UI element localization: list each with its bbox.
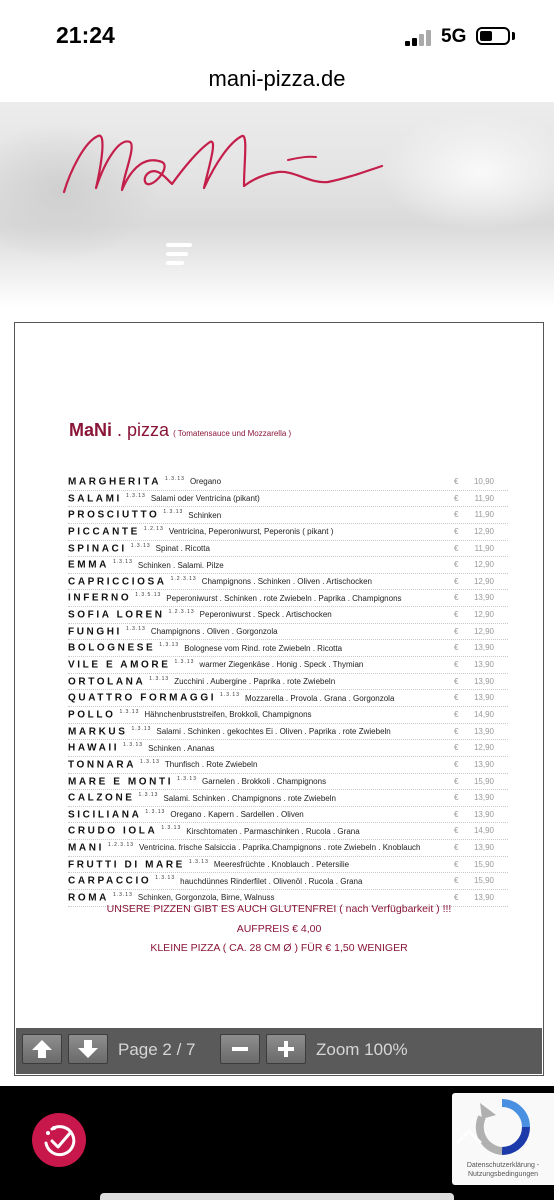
pizza-row — [68, 640, 508, 657]
menu-title — [69, 420, 291, 441]
pizza-ingredients: Champignons . Oliven . Gorgonzola — [150, 627, 278, 637]
pizza-ingredients: Mozzarella . Provola . Grana . Gorgonzola — [244, 693, 395, 703]
pizza-ingredients: hauchdünnes Rinderfilet . Olivenöl . Rucola . Grana — [180, 876, 363, 886]
pizza-currency: € — [454, 843, 459, 853]
pizza-name — [68, 875, 362, 886]
arrow-up-icon — [31, 1039, 53, 1059]
pizza-name — [68, 626, 278, 637]
pizza-price: 13,90 — [473, 593, 494, 603]
pizza-allergens: 1.3.13 — [161, 825, 182, 832]
pizza-name-text: PROSCIUTTO — [68, 509, 160, 521]
pizza-name-text: FUNGHI — [68, 626, 122, 638]
pizza-allergens: 1.3.13 — [138, 792, 159, 799]
pizza-price: 11,90 — [474, 510, 494, 520]
pizza-price: 15,90 — [473, 776, 494, 786]
pizza-price: 14,90 — [473, 826, 494, 836]
pizza-ingredients: Spinat . Ricotta — [155, 543, 210, 553]
pizza-allergens: 1.2.3.13 — [168, 609, 195, 616]
recaptcha-privacy-link[interactable]: Datenschutzerklärung - — [466, 1162, 540, 1169]
pizza-row — [68, 507, 508, 524]
pizza-name-text: BOLOGNESE — [68, 642, 156, 654]
pizza-name — [68, 776, 326, 787]
pizza-name-text: INFERNO — [68, 592, 132, 604]
pizza-name-text: SICILIANA — [68, 809, 142, 821]
pizza-allergens: 1.3.13 — [220, 692, 240, 699]
minus-icon — [229, 1039, 251, 1059]
pizza-price: 13,90 — [473, 726, 494, 736]
pdf-page — [16, 324, 542, 1028]
hamburger-menu-icon[interactable] — [166, 241, 192, 267]
pizza-name-text: MARGHERITA — [68, 476, 162, 488]
pizza-name — [68, 859, 349, 870]
pizza-name — [68, 476, 221, 487]
pizza-row — [68, 840, 508, 857]
pizza-row — [68, 657, 508, 674]
pizza-row — [68, 757, 508, 774]
pizza-name-text: MARE E MONTI — [68, 775, 174, 787]
address-bar[interactable] — [0, 64, 554, 102]
pizza-price: 13,90 — [473, 693, 494, 703]
pizza-name — [68, 742, 214, 753]
pizza-row — [68, 774, 508, 791]
pizza-name — [68, 526, 333, 537]
pizza-name — [68, 809, 304, 820]
pizza-allergens: 1.3.13 — [177, 775, 197, 782]
pizza-price: 14,90 — [473, 709, 494, 719]
arrow-down-icon — [77, 1039, 99, 1059]
plus-icon — [275, 1039, 297, 1059]
pizza-currency: € — [454, 477, 459, 486]
pizza-price: 13,90 — [473, 676, 494, 686]
pizza-row — [68, 823, 508, 840]
pizza-row — [68, 690, 508, 707]
pizza-currency: € — [454, 543, 459, 553]
pizza-name — [68, 493, 260, 504]
pizza-ingredients: Ventricina. frische Salsiccia . Paprika.Champignons . rote Zwiebeln . Knoblauch — [139, 843, 421, 853]
pizza-name-text: HAWAII — [68, 742, 120, 754]
pizza-row — [68, 607, 508, 624]
pizza-row — [68, 790, 508, 807]
pizza-row — [68, 873, 508, 890]
mani-logo[interactable] — [58, 122, 388, 204]
pizza-ingredients: warmer Ziegenkäse . Honig . Speck . Thymian — [199, 660, 364, 670]
pizza-currency: € — [454, 793, 459, 803]
pizza-ingredients: Peperoniwurst . Schinken . rote Zwiebeln . Paprika . Champignons — [166, 593, 402, 603]
pizza-price: 13,90 — [473, 643, 494, 653]
pizza-price: 12,90 — [473, 610, 494, 620]
pizza-currency: € — [454, 809, 459, 819]
pizza-ingredients: Thunfisch . Rote Zwiebeln — [164, 760, 258, 770]
signal-strength-icon — [405, 30, 435, 46]
recaptcha-terms-link[interactable]: Nutzungsbedingungen — [467, 1171, 539, 1178]
pizza-name-text: SALAMI — [68, 492, 122, 504]
pizza-currency: € — [454, 776, 459, 786]
pizza-row — [68, 740, 508, 757]
pizza-price: 13,90 — [473, 793, 494, 803]
pizza-currency: € — [454, 759, 459, 769]
pizza-name — [68, 692, 394, 703]
pizza-price: 12,90 — [473, 626, 494, 636]
pizza-ingredients: Salami. Schinken . Champignons . rote Zwiebeln — [163, 793, 336, 803]
pizza-currency: € — [454, 576, 459, 586]
pizza-currency: € — [454, 726, 459, 736]
pizza-name-text: SOFIA LOREN — [68, 609, 165, 621]
pizza-ingredients: Meeresfrüchte . Knoblauch . Petersilie — [213, 860, 350, 870]
pizza-currency: € — [454, 709, 459, 719]
pizza-ingredients: Oregano — [189, 477, 222, 487]
pizza-row — [68, 491, 508, 508]
pizza-price: 12,90 — [473, 743, 494, 753]
battery-tip — [512, 32, 515, 40]
pizza-row — [68, 857, 508, 874]
pizza-name — [68, 726, 391, 737]
pizza-currency: € — [454, 676, 459, 686]
pizza-price: 12,90 — [473, 526, 494, 536]
note-glutenfree: UNSERE PIZZEN GIBT ES AUCH GLUTENFREI ( nach Verfügbarkeit ) !!! — [106, 903, 452, 915]
pizza-allergens: 1.3.13 — [174, 659, 195, 666]
pizza-allergens: 1.3.13 — [155, 875, 176, 882]
pizza-allergens: 1.3.13 — [163, 509, 184, 516]
pizza-allergens: 1.3.13 — [149, 675, 170, 682]
pizza-name — [68, 509, 221, 520]
pizza-name — [68, 642, 342, 653]
note-small-pizza: KLEINE PIZZA ( CA. 28 CM Ø ) FÜR € 1,50 WENIGER — [150, 942, 408, 954]
pizza-currency: € — [454, 610, 459, 620]
pizza-ingredients: Schinken . Ananas — [148, 743, 215, 753]
pizza-name — [68, 659, 363, 670]
pizza-allergens: 1.3.13 — [112, 892, 133, 899]
pizza-name-text: SPINACI — [68, 542, 127, 554]
page-indicator: Page 2 / 7 — [118, 1040, 196, 1059]
pizza-name — [68, 709, 312, 720]
browser-bottom-bar — [0, 1185, 554, 1200]
pizza-name-text: ROMA — [68, 892, 109, 904]
pizza-price: 13,90 — [473, 809, 494, 819]
pizza-allergens: 1.2.3.13 — [107, 842, 135, 849]
pizza-name — [68, 792, 336, 803]
url-text: mani-pizza.de — [208, 66, 346, 91]
note-surcharge: AUFPREIS € 4,00 — [236, 922, 322, 935]
pizza-name-text: MANI — [68, 842, 104, 854]
pizza-currency: € — [454, 859, 459, 869]
pizza-ingredients: Garnelen . Brokkoli . Champignons — [202, 776, 327, 786]
pizza-allergens: 1.3.13 — [131, 725, 152, 732]
pizza-allergens: 1.3.13 — [130, 542, 151, 549]
pizza-allergens: 1.3.5.13 — [135, 592, 162, 599]
pizza-allergens: 1.3.13 — [125, 492, 146, 499]
pizza-currency: € — [454, 560, 459, 570]
pizza-name — [68, 842, 421, 853]
pizza-name-text: CARPACCIO — [68, 875, 152, 887]
pizza-row — [68, 557, 508, 574]
pizza-price: 13,90 — [473, 660, 494, 670]
pizza-price: 11,90 — [474, 543, 494, 553]
privacy-check-icon — [32, 1113, 86, 1167]
zoom-in-button[interactable] — [266, 1034, 306, 1064]
recaptcha-links[interactable] — [452, 1161, 554, 1179]
pizza-currency: € — [454, 643, 459, 653]
pizza-allergens: 1.3.13 — [125, 625, 146, 632]
pizza-currency: € — [454, 826, 459, 836]
pizza-name — [68, 576, 372, 587]
site-header — [0, 102, 554, 308]
pizza-allergens: 1.3.13 — [123, 742, 144, 749]
pizza-name-text: EMMA — [68, 559, 109, 571]
pizza-name-text: ORTOLANA — [68, 676, 146, 688]
pizza-price: 13,90 — [473, 893, 494, 903]
pizza-price: 15,90 — [473, 876, 494, 886]
pizza-name-text: CAPRICCIOSA — [68, 576, 167, 588]
pizza-list — [68, 474, 508, 907]
battery-icon — [476, 27, 510, 45]
pizza-currency: € — [454, 493, 459, 503]
pizza-allergens: 1.3.13 — [145, 808, 166, 815]
pizza-currency: € — [454, 693, 459, 703]
pizza-allergens: 1.3.13 — [119, 708, 140, 715]
pizza-name — [68, 543, 210, 554]
pizza-ingredients: Peperoniwurst . Speck . Artischocken — [199, 610, 332, 620]
pizza-ingredients: Schinken — [188, 510, 222, 520]
pizza-price: 13,90 — [473, 759, 494, 769]
pizza-price: 10,90 — [473, 477, 494, 486]
pizza-ingredients: Oregano . Kapern . Sardellen . Oliven — [170, 810, 304, 820]
pizza-name — [68, 759, 257, 770]
pizza-currency: € — [454, 893, 459, 903]
pizza-name-text: CRUDO IOLA — [68, 825, 158, 837]
pizza-row — [68, 474, 508, 491]
pizza-allergens: 1.2.13 — [143, 525, 164, 532]
pizza-name-text: MARKUS — [68, 725, 128, 737]
pizza-name — [68, 592, 402, 603]
pizza-ingredients: Schinken . Salami. Pilze — [137, 560, 224, 570]
pizza-allergens: 1.3.13 — [188, 858, 209, 865]
pizza-name-text: FRUTTI DI MARE — [68, 859, 185, 871]
zoom-out-button[interactable] — [220, 1034, 260, 1064]
pizza-allergens: 1.3.13 — [112, 559, 133, 566]
next-page-button[interactable] — [68, 1034, 108, 1064]
pizza-name — [68, 609, 332, 620]
pizza-row — [68, 541, 508, 558]
previous-page-button[interactable] — [22, 1034, 62, 1064]
pizza-price: 15,90 — [473, 859, 494, 869]
pizza-name-text: VILE E AMORE — [68, 659, 171, 671]
pizza-allergens: 1.3.13 — [159, 642, 180, 649]
menu-note: ( Tomatensauce und Mozzarella ) — [173, 429, 292, 438]
pizza-price: 11,90 — [474, 493, 494, 503]
pizza-row — [68, 624, 508, 641]
pizza-row — [68, 724, 508, 741]
pizza-name-text: PICCANTE — [68, 526, 140, 538]
pizza-row — [68, 707, 508, 724]
menu-notes — [16, 900, 542, 959]
pizza-name — [68, 825, 360, 836]
pizza-currency: € — [454, 510, 459, 520]
status-bar — [0, 0, 554, 64]
pizza-name — [68, 676, 335, 687]
pizza-allergens: 1.2.3.13 — [170, 575, 197, 582]
pizza-name-text: POLLO — [68, 709, 116, 721]
pizza-price: 12,90 — [473, 576, 494, 586]
pizza-price: 13,90 — [473, 843, 494, 853]
privacy-settings-button[interactable] — [32, 1113, 86, 1167]
pizza-ingredients: Kirschtomaten . Parmaschinken . Rucola . Grana — [186, 826, 360, 836]
pizza-row — [68, 574, 508, 591]
pizza-name-text: CALZONE — [68, 792, 135, 804]
pizza-name — [68, 559, 224, 570]
pizza-currency: € — [454, 593, 459, 603]
pizza-ingredients: Schinken, Gorgonzola, Birne, Walnuss — [137, 893, 275, 903]
pizza-name-text: QUATTRO FORMAGGI — [68, 692, 217, 704]
viewer-toolbar — [16, 1028, 542, 1074]
pizza-currency: € — [454, 743, 459, 753]
menu-title-separator: . — [112, 420, 128, 440]
pizza-currency: € — [454, 526, 459, 536]
pizza-row — [68, 807, 508, 824]
pizza-currency: € — [454, 876, 459, 886]
pizza-name-text: TONNARA — [68, 759, 137, 771]
pizza-row — [68, 590, 508, 607]
pizza-allergens: 1.3.13 — [165, 476, 185, 482]
pizza-ingredients: Salami oder Ventricina (pikant) — [150, 493, 260, 503]
pizza-ingredients: Champignons . Schinken . Oliven . Artischocken — [201, 577, 372, 587]
menu-brand: MaNi — [69, 420, 113, 440]
pdf-viewer[interactable] — [14, 322, 544, 1076]
scroll-to-top-icon[interactable] — [455, 1125, 483, 1145]
menu-category: pizza — [127, 420, 170, 440]
pizza-currency: € — [454, 626, 459, 636]
pizza-ingredients: Zucchini . Aubergine . Paprika . rote Zwiebeln — [174, 677, 336, 687]
pizza-ingredients: Bolognese vom Rind. rote Zwiebeln . Ricotta — [184, 643, 343, 653]
pizza-currency: € — [454, 660, 459, 670]
zoom-indicator: Zoom 100% — [316, 1040, 408, 1059]
pizza-ingredients: Ventricina, Peperoniwurst, Peperonis ( pikant ) — [168, 527, 334, 537]
pizza-row — [68, 524, 508, 541]
pizza-ingredients: Hähnchenbruststreifen, Brokkoli, Champignons — [144, 710, 312, 720]
status-time: 21:24 — [56, 22, 115, 48]
pizza-ingredients: Salami . Schinken . gekochtes Ei . Oliven . Paprika . rote Zwiebeln — [156, 726, 391, 736]
pizza-allergens: 1.3.13 — [140, 758, 160, 765]
pizza-price: 12,90 — [473, 560, 494, 570]
pizza-row — [68, 674, 508, 691]
network-type: 5G — [441, 26, 467, 47]
